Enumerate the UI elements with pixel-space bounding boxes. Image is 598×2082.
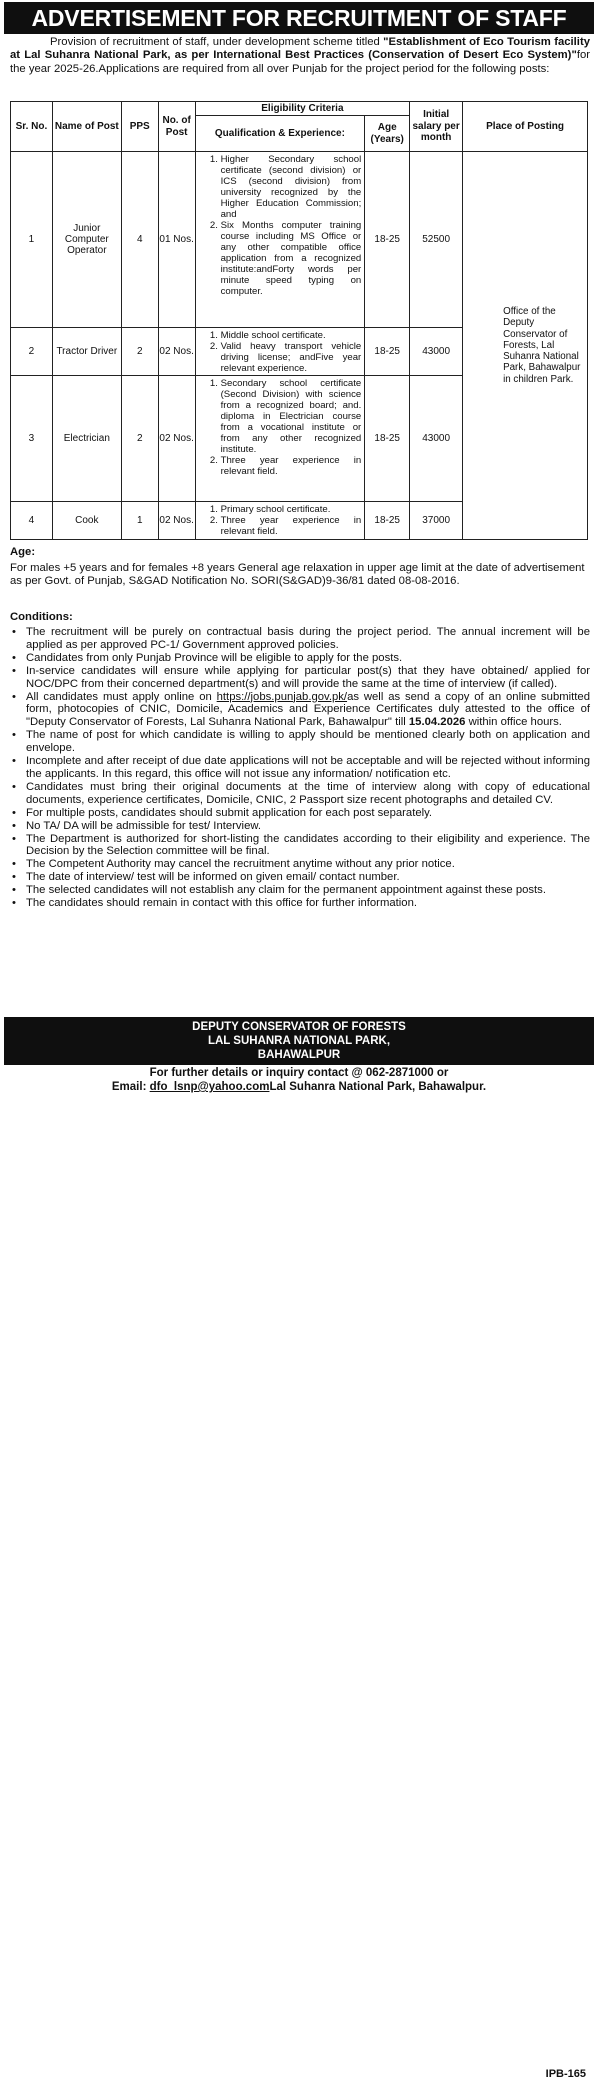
list-item: • In-service candidates will ensure while applying for particular post(s) that they have obtained/ applied for NOC/DPC from their concerned department(s) and will provide the same at the time of interview (if called). [12, 664, 590, 690]
row-qualification [195, 502, 365, 540]
qual-item: 2. Valid heavy transport vehicle driving license; andFive year relevant experience. [221, 341, 362, 374]
header-sr: Sr. No. [11, 102, 53, 152]
row-salary: 43000 [410, 328, 463, 376]
row-qualification [195, 328, 365, 376]
condition-text: The candidates should remain in contact with this office for further information. [26, 897, 417, 910]
header-post: Name of Post [52, 102, 121, 152]
header-age: Age (Years) [365, 116, 410, 152]
email-suffix: Lal Suhanra National Park, Bahawalpur. [269, 1081, 487, 1093]
intro-paragraph [10, 36, 590, 76]
list-item: • Candidates must bring their original documents at the time of interview along with copy of educational documents, experience certificates, Domicile, CNIC, 2 Passport size recent photographs and detailed CV. [12, 780, 590, 806]
row-age: 18-25 [365, 328, 410, 376]
age-text: For males +5 years and for females +8 years General age relaxation in upper age limit at the date of advertisement as per Govt. of Punjab, S&GAD Notification No. SORI(S&GAD)9-36/81 dated 08-08-2016. [10, 562, 585, 588]
header-no: No. of Post [158, 102, 195, 152]
list-item: • No TA/ DA will be admissible for test/ Interview. [12, 819, 262, 832]
jobs-portal-link[interactable]: https://jobs.punjab.gov.pk/ [216, 690, 348, 703]
qual-item: 1. Primary school certificate. [221, 504, 362, 515]
place-of-posting: Office of the Deputy Conservator of Forests, Lal Suhanra National Park, Bahawalpur in children Park. [463, 152, 588, 540]
condition-text: Candidates from only Punjab Province will be eligible to apply for the posts. [26, 651, 403, 664]
header-place: Place of Posting [463, 102, 588, 152]
list-item: • The Competent Authority may cancel the recruitment anytime without any prior notice. [12, 858, 455, 871]
conditions-heading: Conditions: [10, 611, 73, 623]
row-age: 18-25 [365, 376, 410, 502]
list-item: • The recruitment will be purely on contractual basis during the project period. The annual increment will be applied as per approved PC-1/ Government approved policies. [12, 626, 590, 651]
list-item: • The name of post for which candidate is willing to apply should be mentioned clearly both on application and envelope. [12, 729, 590, 755]
qual-item: 1. Secondary school certificate (Second Division) with science from a recognized board; and. diploma in Electrician course from a vocational institute or from any other recognized institute. [221, 378, 362, 455]
intro-part2: for the year 2025-26.Applications are required from all over Punjab for the project period for the following posts: [10, 49, 590, 75]
contact-info [4, 1066, 594, 1094]
qual-item: 1. Middle school certificate. [221, 330, 362, 341]
qual-item: 2. Three year experience in relevant field. [221, 515, 362, 537]
list-item: • Candidates from only Punjab Province will be eligible to apply for the posts. [12, 651, 403, 664]
row-no: 02 Nos. [158, 328, 195, 376]
qual-item: 2. Six Months computer training course including MS Office or any other compatible office application from a recognized institute:andForty words per minute speed typing on computer. [221, 220, 362, 297]
condition-text: within office hours. [465, 716, 562, 729]
condition-text: The name of post for which candidate is willing to apply should be mentioned clearly both on application and envelope. [26, 729, 590, 755]
list-item: • The candidates should remain in contact with this office for further information. [12, 897, 417, 910]
row-qualification [195, 152, 365, 328]
header-pps: PPS [121, 102, 158, 152]
scheme-title: "Establishment of Eco Tourism facility at Lal Suhanra National Park, as per International Best Practices (Conservation of Desert Eco System)" [10, 36, 590, 62]
header-eligibility: Eligibility Criteria [195, 102, 410, 116]
deadline-date: 15.04.2026 [408, 716, 466, 729]
row-sr: 2 [11, 328, 53, 376]
intro-part1: Provision of recruitment of staff, under development scheme titled [50, 36, 384, 48]
header-qual: Qualification & Experience: [195, 116, 365, 152]
condition-text: The Department is authorized for short-listing the candidates according to their eligibility and experience. The Decision by the Selection committee will be final. [26, 832, 590, 858]
condition-text: In-service candidates will ensure while applying for particular post(s) that they have obtained/ applied for NOC/DPC from their concerned department(s) and will provide the same at the time of interview (if called). [26, 664, 590, 690]
footer-line: BAHAWALPUR [257, 1049, 341, 1061]
row-post: Electrician [52, 376, 121, 502]
list-item: • All candidates must apply online on https://jobs.punjab.gov.pk/as well as send a copy of an online submitted form, photocopies of CNIC, Domicile, Academics and Experience Certificates duly attested to the office of "Deputy Conservator of Forests, Lal Suhanra National Park, Bahawalpur" till 15.04.2026 within office hours. [12, 690, 590, 729]
condition-text: The Competent Authority may cancel the recruitment anytime without any prior notice. [26, 858, 455, 871]
conditions-list [10, 626, 590, 910]
row-qualification [195, 376, 365, 502]
row-post: Cook [52, 502, 121, 540]
condition-text: All candidates must apply online on [26, 690, 217, 703]
condition-text: The date of interview/ test will be informed on given email/ contact number. [26, 871, 400, 884]
row-pps: 4 [121, 152, 158, 328]
row-no: 02 Nos. [158, 502, 195, 540]
condition-text: as well as send a copy of an online submitted form, photocopies of CNIC, Domicile, Academics and Experience Certificates duly attested to the office of "Deputy Conservator of Forests, Lal Suhanra National Park, Bahawalpur" till [26, 690, 590, 729]
header-salary: Initial salary per month [410, 102, 463, 152]
footer-line: LAL SUHANRA NATIONAL PARK, [207, 1035, 391, 1047]
row-pps: 1 [121, 502, 158, 540]
ipb-code: IPB-165 [542, 2066, 590, 2082]
row-salary: 43000 [410, 376, 463, 502]
row-salary: 52500 [410, 152, 463, 328]
row-age: 18-25 [365, 152, 410, 328]
email-label: Email: [111, 1081, 150, 1093]
posts-table [10, 101, 588, 540]
row-salary: 37000 [410, 502, 463, 540]
condition-text: The selected candidates will not establish any claim for the permanent appointment against these posts. [26, 884, 546, 897]
row-post: Junior Computer Operator [52, 152, 121, 328]
row-pps: 2 [121, 328, 158, 376]
table-row [11, 152, 588, 328]
row-age: 18-25 [365, 502, 410, 540]
condition-text: Incomplete and after receipt of due date applications will not be acceptable and will be rejected without informing the applicants. In this regard, this office will not issue any information/ notification etc. [26, 755, 590, 780]
qual-item: 1. Higher Secondary school certificate (second division) or ICS (second division) from university recognized by the Higher Education Commission; and [221, 154, 362, 220]
list-item: • The date of interview/ test will be informed on given email/ contact number. [12, 871, 400, 884]
age-heading: Age: [10, 546, 36, 558]
row-no: 02 Nos. [158, 376, 195, 502]
list-item: • Incomplete and after receipt of due date applications will not be acceptable and will be rejected without informing the applicants. In this regard, this office will not issue any information/ notification etc. [12, 755, 590, 780]
row-no: 01 Nos. [158, 152, 195, 328]
list-item: • The selected candidates will not establish any claim for the permanent appointment against these posts. [12, 884, 546, 897]
email-link[interactable]: dfo_lsnp@yahoo.com [149, 1081, 270, 1093]
condition-text: Candidates must bring their original documents at the time of interview along with copy of educational documents, experience certificates, Domicile, CNIC, 2 Passport size recent photographs and detailed CV. [26, 780, 590, 806]
contact-phone: For further details or inquiry contact @ 062-2871000 or [149, 1067, 449, 1079]
row-pps: 2 [121, 376, 158, 502]
row-sr: 1 [11, 152, 53, 328]
row-sr: 4 [11, 502, 53, 540]
row-post: Tractor Driver [52, 328, 121, 376]
footer-line: DEPUTY CONSERVATOR OF FORESTS [192, 1021, 406, 1033]
row-sr: 3 [11, 376, 53, 502]
list-item: • The Department is authorized for short-listing the candidates according to their eligibility and experience. The Decision by the Selection committee will be final. [12, 832, 590, 858]
condition-text: For multiple posts, candidates should submit application for each post separately. [26, 806, 433, 819]
condition-text: The recruitment will be purely on contractual basis during the project period. The annual increment will be applied as per approved PC-1/ Government approved policies. [26, 626, 590, 651]
page-title: ADVERTISEMENT FOR RECRUITMENT OF STAFF [4, 2, 594, 34]
condition-text: No TA/ DA will be admissible for test/ Interview. [26, 819, 262, 832]
list-item: • For multiple posts, candidates should submit application for each post separately. [12, 806, 433, 819]
qual-item: 2. Three year experience in relevant field. [221, 455, 362, 477]
